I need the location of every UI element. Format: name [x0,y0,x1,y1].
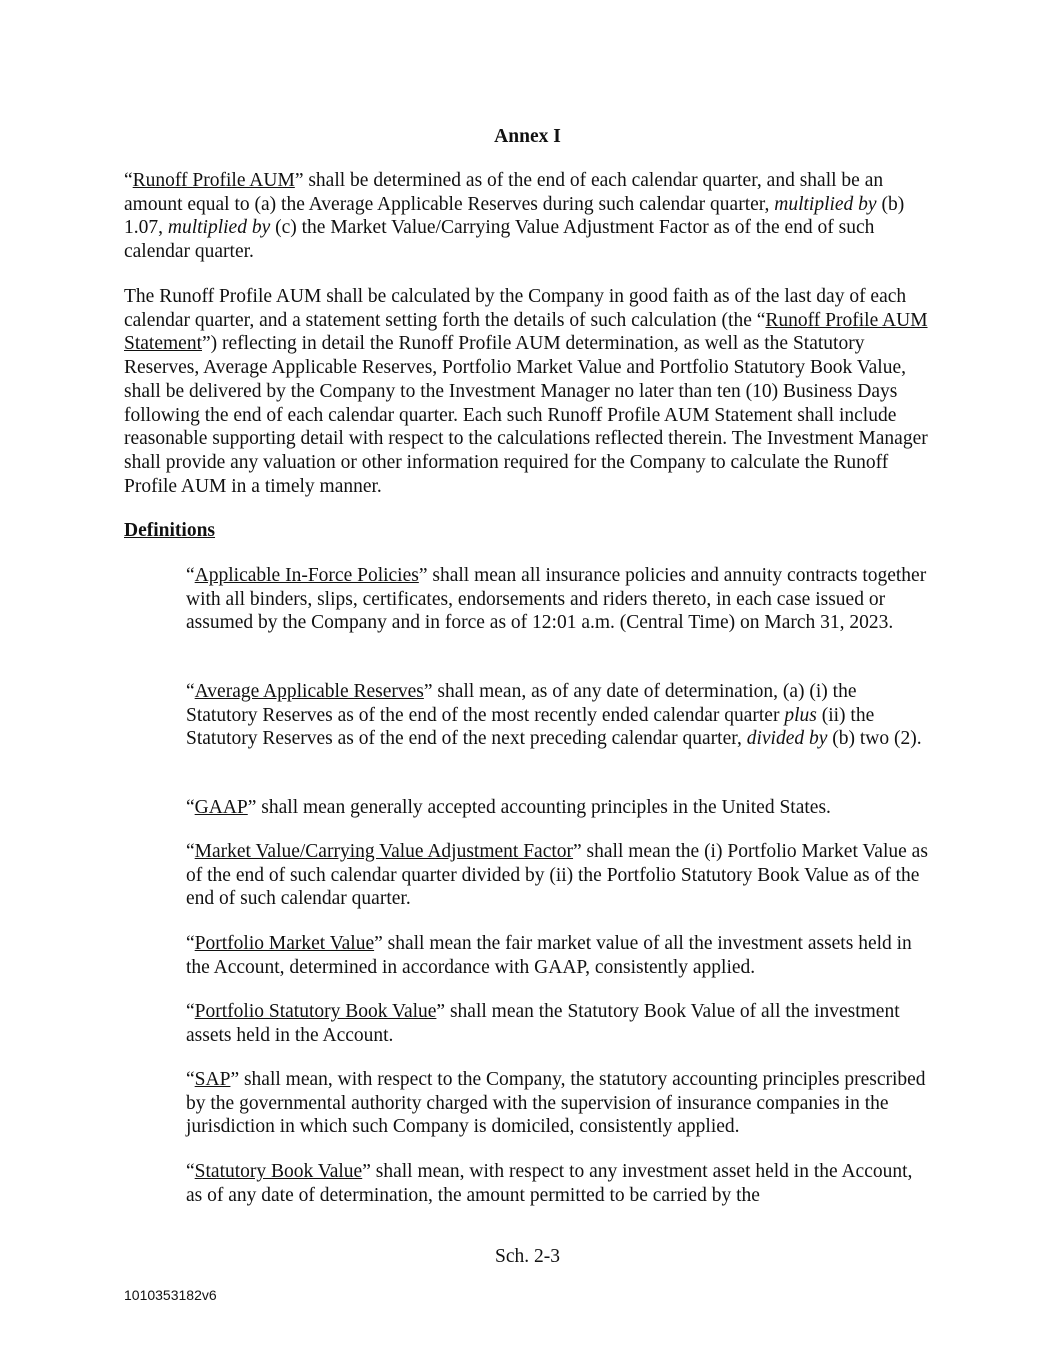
open-quote: “ [186,1001,195,1022]
paragraph-text: (b) 1.07, [124,193,905,239]
definition-applicable-in-force-policies [186,564,931,635]
open-quote: “ [186,681,195,702]
definition-statutory-book-value [186,1160,931,1207]
definition-market-value-adjustment-factor [186,840,931,911]
definition-text: ” shall mean, as of any date of determination, (a) (i) the Statutory Reserves as of the end of the most recently ended calendar quarter [186,681,857,726]
open-quote: “ [186,1069,195,1090]
definition-text: (b) two (2). [827,728,922,750]
italic-text: multiplied by [774,193,877,215]
open-quote: “ [186,797,195,818]
defined-term: Market Value/Carrying Value Adjustment Factor [194,841,574,862]
defined-term: GAAP [194,797,248,818]
definition-text: ” shall mean generally accepted accounting principles in the United States. [247,797,831,818]
defined-term: Portfolio Market Value [194,933,375,954]
open-quote: “ [186,1161,195,1182]
definition-text: ” shall mean the (i) Portfolio Market Value as of the end of such calendar quarter divided by (ii) the Portfolio Statutory Book Value as of the end of such calendar quarter. [186,841,928,910]
definitions-heading: Definitions [124,520,216,541]
definition-sap [186,1068,931,1139]
definition-text: ” shall mean, with respect to any investment asset held in the Account, as of any date of determination, the amount permitted to be carried by the [186,1161,913,1206]
definition-average-applicable-reserves [186,680,931,751]
open-quote: “ [186,933,195,954]
paragraph-runoff-profile-aum [124,169,939,264]
definition-text: ” shall mean all insurance policies and annuity contracts together with all binders, slips, certificates, endorsements and riders thereto, in each case issued or assumed by the Company and in force as of 12:01 a.m. (Central Time) on March 31, 2023. [186,565,927,634]
defined-term: Portfolio Statutory Book Value [194,1001,437,1022]
paragraph-text: (c) the Market Value/Carrying Value Adjustment Factor as of the end of such calendar quarter. [124,217,875,263]
page-number: Sch. 2-3 [495,1246,560,1267]
definition-portfolio-statutory-book-value [186,1000,931,1047]
definition-text: (ii) the Statutory Reserves as of the end of the next preceding calendar quarter, [186,704,875,750]
defined-term: Statutory Book Value [194,1161,363,1182]
defined-term: Runoff Profile AUM [132,170,295,191]
paragraph-text: The Runoff Profile AUM shall be calculated by the Company in good faith as of the last day of each calendar quarter, and a statement setting forth the details of such calculation (the “ [124,286,907,331]
open-quote: “ [186,565,195,586]
defined-term: Average Applicable Reserves [194,681,424,702]
defined-term: SAP [194,1069,231,1090]
page-title: Annex I [494,126,561,147]
definition-text: ” shall mean the fair market value of all the investment assets held in the Account, determined in accordance with GAAP, consistently applied. [186,933,912,978]
paragraph-calculation [124,285,939,498]
italic-text: divided by [746,728,828,750]
open-quote: “ [124,170,133,191]
defined-term: Applicable In-Force Policies [194,565,419,586]
italic-text: multiplied by [167,217,271,239]
paragraph-text: ” shall be determined as of the end of each calendar quarter, and shall be an amount equal to (a) the Average Applicable Reserves during such calendar quarter, [124,170,884,215]
document-id: 1010353182v6 [124,1287,217,1303]
paragraph-text: ”) reflecting in detail the Runoff Profile AUM determination, as well as the Statutory Reserves, Average Applicable Reserves, Portfolio Market Value and Portfolio Statutory Book Value, shall be delivered by the Company to the Investment Manager no later than ten (10) Business Days following the end of each calendar quarter. Each such Runoff Profile AUM Statement shall include reasonable supporting detail with respect to the calculations reflected therein. The Investment Manager shall provide any valuation or other information required for the Company to calculate the Runoff Profile AUM in a timely manner. [124,333,928,497]
definition-text: ” shall mean, with respect to the Company, the statutory accounting principles prescribed by the governmental authority charged with the supervision of insurance companies in the jurisdiction in which such Company is domiciled, consistently applied. [186,1069,926,1138]
definition-gaap [186,796,931,820]
italic-text: plus [784,704,817,726]
defined-term: Runoff Profile AUM Statement [124,309,928,355]
definition-portfolio-market-value [186,932,931,979]
open-quote: “ [186,841,195,862]
definition-text: ” shall mean the Statutory Book Value of all the investment assets held in the Account. [186,1001,900,1046]
